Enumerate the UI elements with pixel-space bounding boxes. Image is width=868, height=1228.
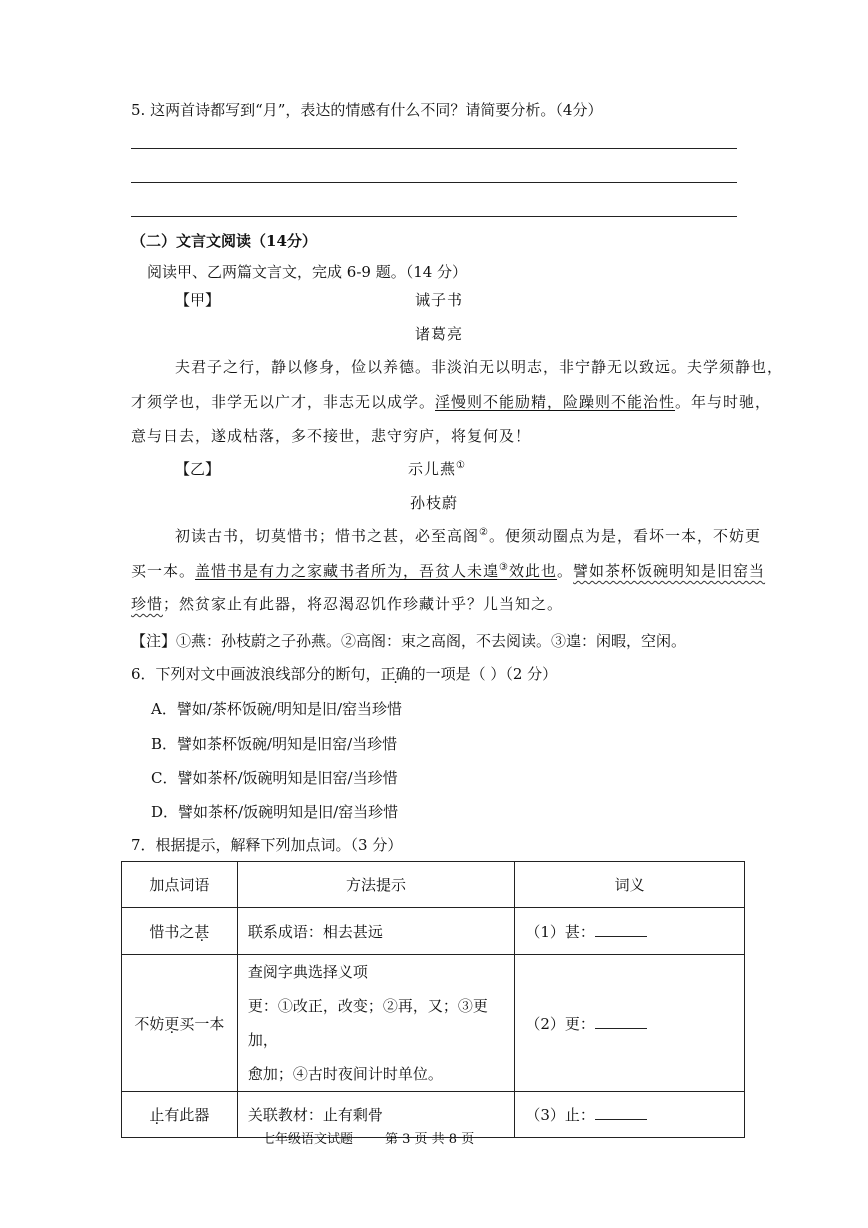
meaning-cell: （2）更： [515, 955, 745, 1092]
passage-line: 珍惜；然贫家止有此器，将忍渴忍饥作珍藏计乎？儿当知之。 [131, 595, 564, 613]
dotted-phrase: 止有此器 [122, 1092, 238, 1138]
table-row [122, 955, 745, 1092]
footnote: 【注】①燕：孙枝蔚之子孙燕。②高阁：束之高阁，不去阅读。③遑：闲暇，空闲。 [131, 632, 687, 650]
answer-blank[interactable] [595, 1105, 647, 1120]
dotted-word: 甚 [194, 922, 210, 941]
passage-line: 买一本。盖惜书是有力之家藏书者所为，吾贫人未遑③效此也。譬如茶杯饭碗明知是旧窑当 [131, 562, 766, 580]
dotted-word: 止 [149, 1106, 165, 1124]
dotted-word: 更 [164, 1014, 180, 1033]
method-hint: 关联教材：止有剩骨 [237, 1092, 515, 1138]
question-6: 6．下列对文中画波浪线部分的断句，正确的一项是（ ）（2 分） [131, 665, 558, 683]
dotted-word: 正确 [380, 665, 411, 683]
answer-line[interactable] [131, 182, 737, 183]
underlined-sentence: 淫慢则不能励精，险躁则不能治性 [435, 393, 676, 411]
table-header-row [122, 862, 745, 908]
table-header: 方法提示 [237, 862, 515, 908]
option-c[interactable]: C．譬如茶杯/饭碗明知是旧窑/当珍惜 [151, 769, 398, 787]
answer-line[interactable] [131, 216, 737, 217]
passage-author-jia: 诸葛亮 [415, 325, 464, 343]
method-hint: 查阅字典选择义项 更：①改正，改变；②再，又；③更加， 愈加；④古时夜间计时单位。 [237, 955, 515, 1092]
passage-line: 才须学也，非学无以广才，非志无以成学。淫慢则不能励精，险躁则不能治性。年与时驰， [131, 393, 772, 411]
table-header: 词义 [515, 862, 745, 908]
answer-blank[interactable] [595, 1014, 647, 1029]
passage-label-yi: 【乙】 [175, 460, 221, 478]
passage-title-yi: 示儿燕① [408, 460, 466, 478]
option-a[interactable]: A．譬如/茶杯饭碗/明知是旧/窑当珍惜 [151, 700, 402, 718]
answer-line[interactable] [131, 148, 737, 149]
question-5: 5. 这两首诗都写到“月”，表达的情感有什么不同？请简要分析。（4分） [131, 101, 603, 119]
footer-subject: 七年级语文试题 [262, 1132, 354, 1147]
wavy-underlined-sentence: 珍惜 [131, 595, 164, 613]
table-header: 加点词语 [122, 862, 238, 908]
dotted-phrase: 不妨更买一本 [122, 955, 238, 1092]
wavy-underlined-sentence: 譬如茶杯饭碗明知是旧窑当 [573, 562, 766, 580]
method-hint: 联系成语：相去甚远 [237, 908, 515, 955]
footer-page-number: 第 3 页 共 8 页 [385, 1132, 475, 1147]
dotted-phrase: 惜书之甚 [122, 908, 238, 955]
question-7: 7．根据提示，解释下列加点词。（3 分） [131, 836, 403, 854]
passage-line: 夫君子之行，静以修身，俭以养德。非淡泊无以明志，非宁静无以致远。夫学须静也， [175, 358, 784, 376]
table-row [122, 908, 745, 955]
vocab-table [121, 861, 745, 1138]
passage-title-jia: 诫子书 [415, 291, 464, 309]
passage-line: 意与日去，遂成枯落，多不接世，悲守穷庐，将复何及！ [131, 427, 532, 445]
meaning-cell: （1）甚： [515, 908, 745, 955]
passage-author-yi: 孙枝蔚 [410, 494, 459, 512]
answer-blank[interactable] [595, 922, 647, 937]
passage-line: 初读古书，切莫惜书；惜书之甚，必至高阁②。便须动圈点为是，看坏一本，不妨更 [175, 527, 761, 545]
meaning-cell: （3）止： [515, 1092, 745, 1138]
passage-label-jia: 【甲】 [175, 291, 221, 309]
section-intro: 阅读甲、乙两篇文言文，完成 6-9 题。（14 分） [147, 263, 468, 281]
option-d[interactable]: D．譬如茶杯/饭碗明知是旧/窑当珍惜 [151, 803, 399, 821]
option-b[interactable]: B．譬如茶杯饭碗/明知是旧窑/当珍惜 [151, 735, 398, 753]
underlined-sentence: 盖惜书是有力之家藏书者所为，吾贫人未遑③效此也 [195, 562, 558, 580]
section-title: （二）文言文阅读（14分） [131, 232, 317, 250]
